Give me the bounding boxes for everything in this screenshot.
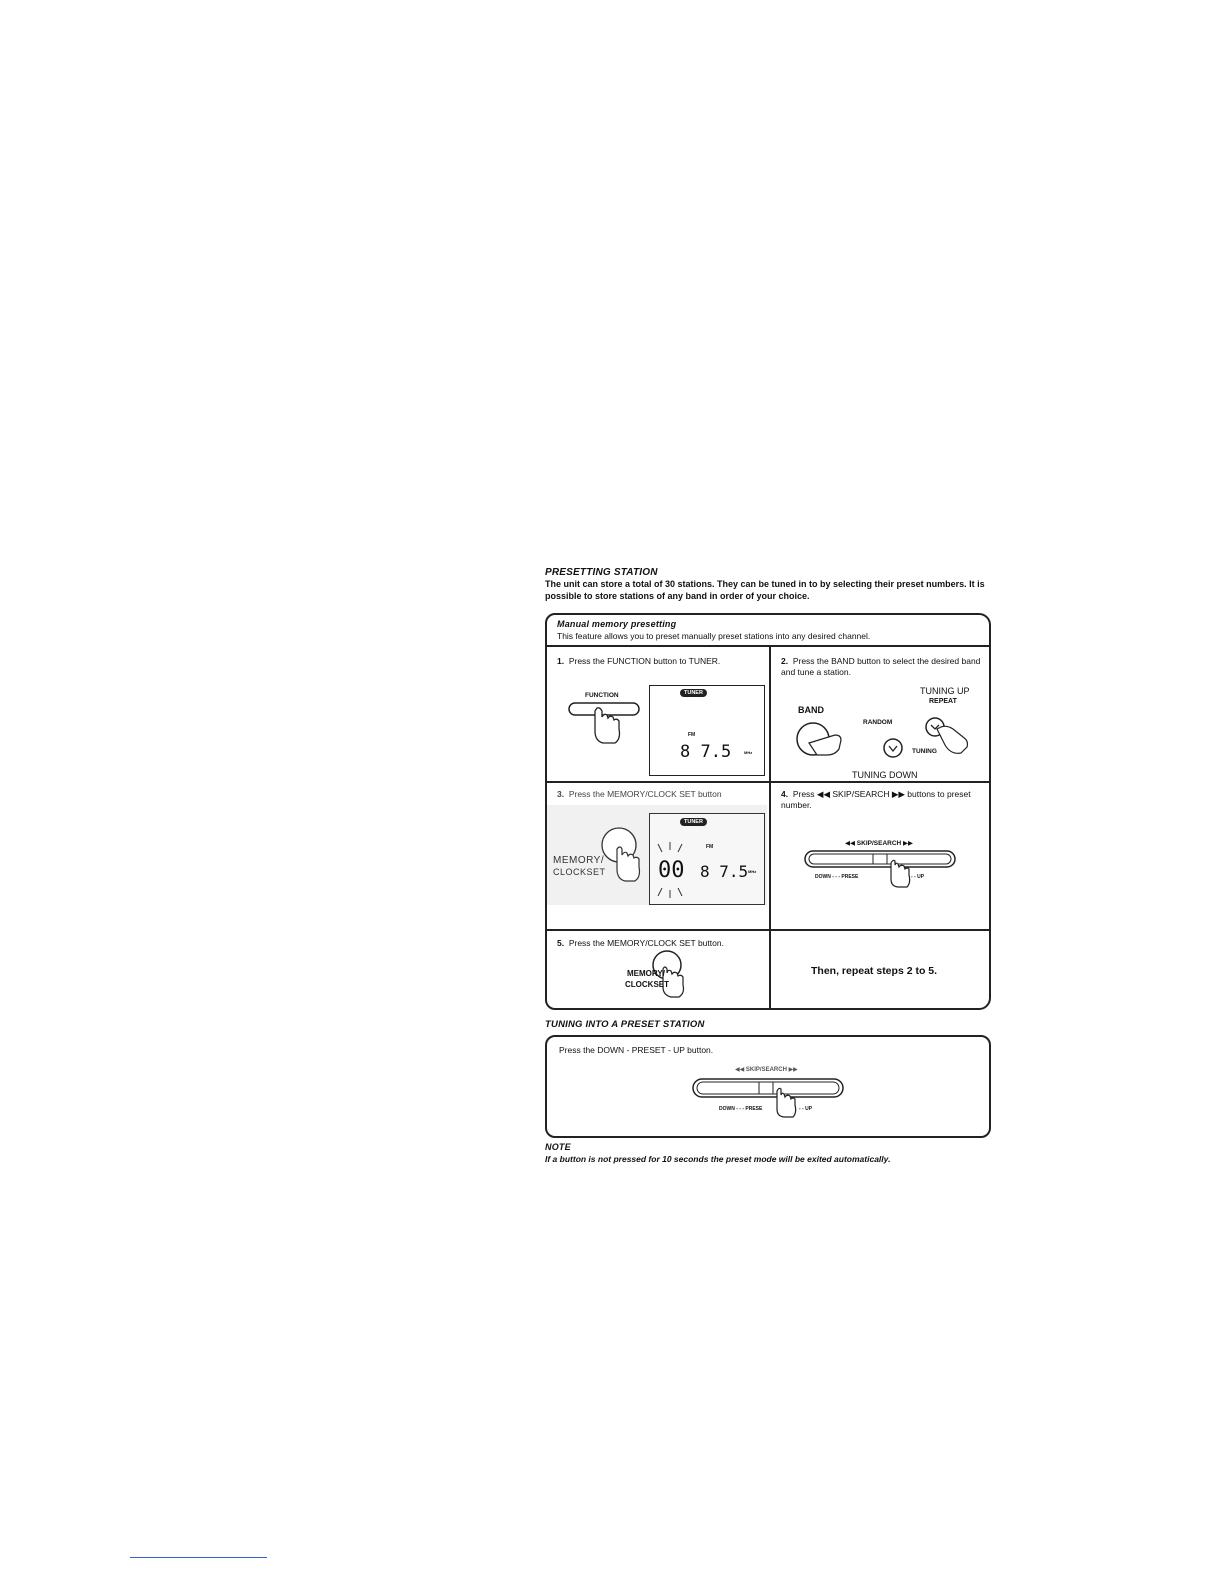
manual-preset-panel xyxy=(545,613,991,1010)
tuning-panel xyxy=(545,1035,991,1138)
step-5 xyxy=(557,938,762,949)
step-2 xyxy=(781,656,986,677)
row-divider-2 xyxy=(547,929,989,931)
frequency-readout-3: 8 7.5 xyxy=(700,862,749,881)
tuning-text: Press the DOWN - PRESET - UP button. xyxy=(559,1045,714,1055)
blink-indicator-icon xyxy=(650,840,700,900)
lcd-display-3 xyxy=(649,813,765,905)
tuning-up-label: TUNING UP xyxy=(920,686,970,696)
band-tuning-illustration xyxy=(795,715,985,775)
mhz-label: MHz xyxy=(744,750,753,755)
section-intro: The unit can store a total of 30 stations. They can be tuned in to by selecting their preset numbers. It is possible to store stations of any band in order of your choice. xyxy=(545,579,985,601)
step-4-num: 4. xyxy=(781,789,789,799)
step-2-num: 2. xyxy=(781,656,789,666)
step-1-num: 1. xyxy=(557,656,565,666)
column-divider xyxy=(769,647,771,1010)
skip-search-label-4: ◀◀ SKIP/SEARCH ▶▶ xyxy=(845,840,914,847)
step-4-text: Press ◀◀ SKIP/SEARCH ▶▶ buttons to preset number. xyxy=(781,789,971,810)
memory-label-3a: MEMORY/ xyxy=(553,855,605,866)
skip-search-label-t: ◀◀ SKIP/SEARCH ▶▶ xyxy=(735,1067,798,1073)
tuner-badge: TUNER xyxy=(680,689,707,697)
frequency-readout: 8 7.5 xyxy=(680,742,732,762)
step-4 xyxy=(781,789,986,810)
step-3 xyxy=(557,789,762,800)
repeat-label: REPEAT xyxy=(929,698,957,705)
preset-number-readout: 00 xyxy=(658,858,685,883)
function-button-illustration xyxy=(567,701,642,751)
random-label: RANDOM xyxy=(863,719,893,726)
memory-label-5b: CLOCKSET xyxy=(625,980,669,989)
panel-title: Manual memory presetting xyxy=(557,619,677,629)
fm-label-3: FM xyxy=(706,844,714,850)
repeat-note: Then, repeat steps 2 to 5. xyxy=(811,965,938,977)
down-preset-label-4: DOWN - - - PRESE xyxy=(815,874,859,880)
tuner-badge-3: TUNER xyxy=(680,818,707,826)
function-label: FUNCTION xyxy=(585,692,619,699)
panel-desc: This feature allows you to preset manually preset stations into any desired channel. xyxy=(557,631,871,641)
band-label: BAND xyxy=(798,705,824,715)
fm-label: FM xyxy=(688,732,696,738)
note-text: If a button is not pressed for 10 seconds the preset mode will be exited automatically. xyxy=(545,1154,891,1164)
note-title: NOTE xyxy=(545,1142,571,1152)
up-label-t: - - UP xyxy=(799,1106,813,1112)
tuning-title: TUNING INTO A PRESET STATION xyxy=(545,1019,705,1030)
tuning-down-label: TUNING DOWN xyxy=(852,770,918,780)
preset-rocker-illustration-4 xyxy=(803,849,963,889)
step-5-text: Press the MEMORY/CLOCK SET button. xyxy=(568,938,724,948)
lcd-display-1 xyxy=(649,685,765,776)
section-title: PRESETTING STATION xyxy=(545,567,658,578)
memory-label-5a: MEMORY/ xyxy=(627,969,665,978)
panel-header xyxy=(547,615,989,647)
tuning-label: TUNING xyxy=(912,748,937,755)
step-3-text: Press the MEMORY/CLOCK SET button xyxy=(568,789,722,799)
memory-button-illustration-3 xyxy=(599,827,644,887)
up-label-4: - - UP xyxy=(911,874,925,880)
step-1-text: Press the FUNCTION button to TUNER. xyxy=(568,656,721,666)
row-divider-1 xyxy=(547,781,989,783)
step-5-num: 5. xyxy=(557,938,565,948)
preset-rocker-illustration-t xyxy=(691,1075,851,1120)
mhz-label-3: MHz xyxy=(748,869,757,874)
down-preset-label-t: DOWN - - - PRESE xyxy=(719,1106,763,1112)
step-1 xyxy=(557,656,762,667)
step-2-text: Press the BAND button to select the desired band and tune a station. xyxy=(781,656,981,677)
memory-label-3b: CLOCKSET xyxy=(553,867,606,877)
step-3-num: 3. xyxy=(557,789,565,799)
footnote-rule xyxy=(130,1557,267,1558)
